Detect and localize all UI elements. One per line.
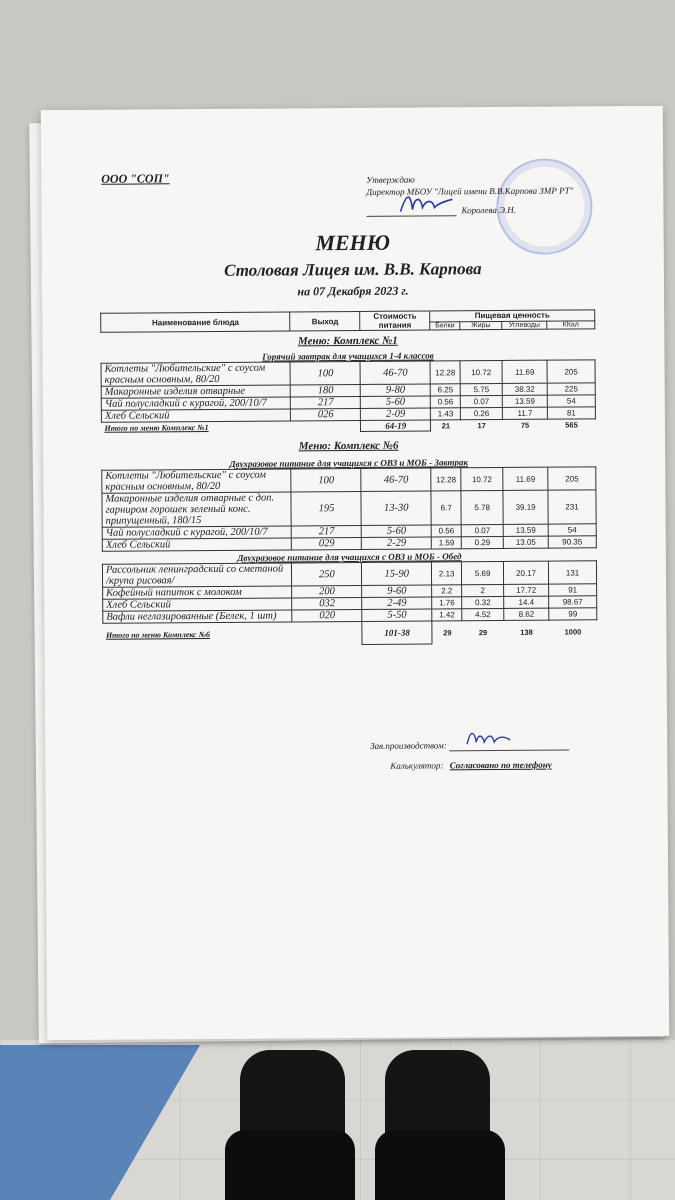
director-signature [396, 189, 456, 217]
page-subtitle: Столовая Лицея им. В.В. Карпова [224, 259, 482, 280]
right-shoe [375, 1130, 505, 1200]
dish-output: 100 [291, 468, 361, 491]
dish-carbs: 20.17 [504, 561, 549, 584]
menu6-total-cost: 101-38 [362, 621, 432, 644]
menu1-total-label: Итого по меню Комплекс №1 [101, 420, 360, 433]
menu1-title: Меню: Комплекс №1 [297, 334, 398, 348]
dish-output: 217 [291, 396, 361, 408]
dish-name: Хлеб Сельский [102, 538, 292, 551]
menu1-total-carbs: 75 [520, 420, 530, 430]
menu1-rows [101, 360, 595, 422]
dish-carbs: 14.4 [504, 596, 549, 608]
dish-cost: 2-09 [361, 408, 431, 420]
dish-kcal: 54 [547, 395, 595, 407]
dish-protein: 6.25 [430, 384, 460, 396]
dish-kcal: 225 [547, 383, 595, 395]
dish-carbs: 11.7 [502, 407, 547, 419]
dish-cost: 46-70 [361, 468, 431, 491]
menu6-section2: Двухразовое питание для учащихся с ОВЗ и МОБ - Обед [237, 551, 462, 563]
left-shoe [225, 1130, 355, 1200]
table-row [101, 360, 595, 386]
dish-fat: 0.07 [461, 524, 503, 536]
dish-name: Хлеб Сельский [103, 598, 293, 611]
dish-kcal: 231 [548, 490, 596, 524]
production-signature-block [370, 740, 569, 752]
dish-kcal: 54 [548, 524, 596, 536]
dish-cost: 9-60 [362, 585, 432, 597]
header-nutrition: Пищевая ценность [430, 310, 595, 322]
menu1-total-protein: 21 [441, 421, 451, 431]
menu6-total-kcal: 1000 [564, 627, 582, 637]
dish-kcal: 90.35 [548, 536, 596, 548]
dish-protein: 12.28 [431, 468, 461, 491]
dish-carbs: 11.69 [503, 467, 548, 490]
menu6-total-protein: 29 [443, 628, 452, 638]
dish-protein: 6.7 [431, 491, 461, 525]
dish-cost: 2-29 [362, 537, 432, 549]
dish-carbs: 39.19 [503, 490, 548, 524]
dish-fat: 10.72 [460, 360, 502, 383]
table-row [102, 467, 596, 493]
dish-protein: 2.2 [432, 585, 462, 597]
dish-cost: 5-60 [361, 396, 431, 408]
signer-name: Королева Э.Н. [461, 204, 517, 216]
dish-carbs: 13.59 [502, 395, 547, 407]
dish-name: Рассольник ленинградский со сметаной /крупа рисовая/ [102, 563, 292, 587]
dish-protein: 1.76 [432, 597, 462, 609]
header-cost: Стоимость питания [360, 311, 430, 330]
dish-carbs: 38.32 [502, 383, 547, 395]
dish-name: Вафли неглазированные (Белек, 1 шт) [103, 610, 293, 623]
dish-kcal: 98.67 [549, 596, 597, 608]
dish-protein: 12.28 [430, 361, 460, 384]
menu6-lunch-rows [102, 561, 596, 623]
production-signature [464, 728, 524, 750]
dish-fat: 4.52 [462, 608, 504, 620]
dish-protein: 1.59 [431, 537, 461, 549]
dish-carbs: 11.69 [502, 360, 547, 383]
dish-carbs: 13.59 [503, 524, 548, 536]
dish-protein: 0.56 [431, 525, 461, 537]
dish-fat: 10.72 [461, 467, 503, 490]
page-title: МЕНЮ [315, 229, 391, 256]
dish-name: Кофейный напиток с молоком [103, 586, 293, 599]
approval-line2: Директор МБОУ "Лицей имени В.В.Карпова ЗМР РТ" [366, 185, 574, 197]
dish-carbs: 13.05 [503, 536, 548, 548]
dish-cost: 2-49 [362, 597, 432, 609]
dish-output: 032 [292, 597, 362, 609]
dish-kcal: 131 [548, 561, 596, 584]
dish-cost: 9-80 [360, 384, 430, 396]
dish-output: 020 [292, 609, 362, 621]
production-label: Зав.производством: [370, 740, 447, 751]
calculator-value: Согласовано по телефону [449, 759, 552, 771]
dish-kcal: 205 [548, 467, 596, 490]
menu1-total-fat: 17 [477, 420, 486, 430]
menu-document [41, 106, 669, 1040]
menu6-total-fat: 29 [478, 627, 488, 637]
dish-output: 100 [291, 361, 361, 384]
header-fat: Жиры [460, 321, 502, 330]
approval-block [366, 172, 586, 218]
dish-kcal: 205 [547, 360, 595, 383]
dish-name: Макаронные изделия отварные с доп. гарниром горошек зеленый конс. припущенный, 180/15 [102, 492, 292, 527]
menu-date: на 07 Декабря 2023 г. [297, 283, 409, 299]
organization-name: ООО "СОП" [101, 171, 170, 186]
menu6-title: Меню: Комплекс №6 [298, 439, 399, 453]
dish-carbs: 17.72 [504, 584, 549, 596]
dish-fat: 2 [462, 584, 504, 596]
dish-cost: 15-90 [362, 562, 432, 585]
dish-name: Котлеты "Любительские" с соусом красным основным, 80/20 [102, 469, 292, 493]
dish-fat: 5.69 [462, 561, 504, 584]
menu6-total-label: Итого по меню Комплекс №6 [103, 621, 362, 646]
table-row [102, 561, 596, 587]
menu1-section: Горячий завтрак для учащихся 1-4 классов [262, 350, 434, 362]
dish-fat: 0.07 [460, 395, 502, 407]
dish-cost: 13-30 [361, 491, 431, 525]
dish-name: Макаронные изделия отварные [101, 385, 291, 398]
menu-table [100, 309, 597, 646]
dish-fat: 5.75 [460, 383, 502, 395]
header-output: Выход [290, 311, 360, 330]
menu6-section1: Двухразовое питание для учащихся с ОВЗ и МОБ - Завтрак [229, 457, 469, 469]
dish-fat: 5.78 [461, 490, 503, 524]
dish-protein: 2.13 [432, 562, 462, 585]
dish-cost: 46-70 [360, 361, 430, 384]
dish-protein: 0.56 [430, 396, 460, 408]
dish-name: Хлеб Сельский [101, 409, 291, 422]
calculator-label: Калькулятор: [390, 760, 444, 771]
dish-fat: 0.32 [462, 596, 504, 608]
dish-name: Чай полусладкий с курагой, 200/10/7 [101, 397, 291, 410]
dish-name: Котлеты "Любительские" с соусом красным основным, 80/20 [101, 362, 291, 386]
dish-fat: 0.29 [461, 536, 503, 548]
dish-output: 195 [291, 491, 361, 525]
dish-fat: 0.26 [461, 407, 503, 419]
dish-output: 200 [292, 585, 362, 597]
dish-output: 026 [291, 408, 361, 420]
menu6-total-row [103, 620, 597, 646]
dish-output: 217 [292, 525, 362, 537]
dish-kcal: 99 [549, 608, 597, 620]
dish-name: Чай полусладкий с курагой, 200/10/7 [102, 526, 292, 539]
dish-output: 250 [292, 562, 362, 585]
dish-output: 029 [292, 537, 362, 549]
dish-carbs: 8.62 [504, 608, 549, 620]
dish-output: 180 [291, 384, 361, 396]
header-kcal: ККал [547, 320, 595, 329]
menu6-total-carbs: 138 [520, 627, 533, 637]
dish-kcal: 91 [549, 584, 597, 596]
dish-protein: 1.42 [432, 609, 462, 621]
calculator-block [390, 760, 551, 771]
menu6-breakfast-rows [102, 467, 597, 551]
dish-cost: 5-60 [361, 525, 431, 537]
menu1-total-cost: 64-19 [361, 420, 431, 431]
dish-kcal: 81 [547, 407, 595, 419]
dish-protein: 1.43 [431, 408, 461, 420]
approval-line1: Утверждаю [366, 174, 415, 185]
dish-cost: 5-50 [362, 609, 432, 621]
header-carbs: Углеводы [502, 321, 547, 330]
header-name: Наименование блюда [101, 312, 291, 332]
table-row [102, 490, 596, 527]
header-protein: Белки [430, 321, 460, 330]
menu1-total-kcal: 565 [565, 420, 578, 430]
